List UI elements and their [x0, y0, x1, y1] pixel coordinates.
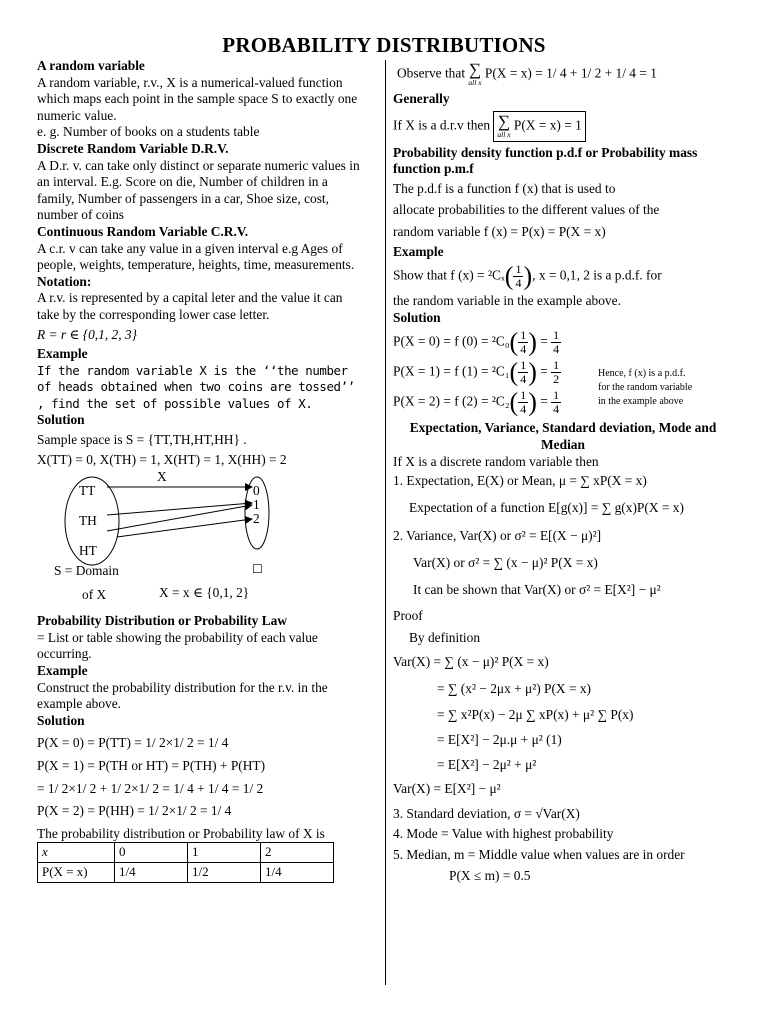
generally-heading: Generally [393, 91, 450, 106]
pdf-text-2: allocate probabilities to the different values of the [393, 202, 660, 218]
table-cell: 1/4 [115, 862, 188, 882]
domain-caption: S = Domain [54, 563, 119, 579]
table-cell: x [38, 843, 115, 863]
example-text: If the random variable X is the ‘‘the number of heads obtained when two coins are tossed’’ , find the set of possible values of X. [37, 362, 355, 411]
column-divider [385, 60, 386, 985]
notation-text: A r.v. is represented by a capital leter and the value it can take by the corresponding lower case letter. [37, 290, 343, 322]
table-row [38, 862, 334, 882]
pdf-solution-heading: Solution [393, 309, 441, 325]
small-box-glyph: ☐ [252, 562, 263, 577]
evsd-intro: If X is a discrete random variable then [393, 453, 599, 469]
table-cell: P(X = x) [38, 862, 115, 882]
sol-row-1: P(X = 1) = f (1) = ²C₁( $\frac{1}{4}$ ) = $\frac{1}{2}$ [393, 357, 560, 387]
table-cell: 1 [188, 843, 261, 863]
median-line: 5. Median, m = Middle value when values are in order [393, 847, 685, 863]
crv-heading: Continuous Random Variable C.R.V. [37, 223, 249, 239]
pd-text: = List or table showing the probability of each value occurring. [37, 629, 318, 662]
rv-example: e. g. Number of books on a students table [37, 124, 260, 140]
proof-line-5: = E[X²] − 2μ² + μ² [437, 756, 537, 772]
generally-equation: P(X = x) = 1 [513, 117, 582, 133]
range-item-0: 0 [253, 483, 260, 499]
domain-item-ht: HT [79, 543, 97, 559]
generally-prefix: If X is a d.r.v then [393, 117, 491, 133]
pdf-text-3: random variable f (x) = P(x) = P(X = x) [393, 223, 606, 239]
sample-space: Sample space is S = {TT,TH,HT,HH} . [37, 432, 247, 448]
sigma-symbol: ∑ all x [468, 60, 482, 87]
drv-heading: Discrete Random Variable D.R.V. [37, 140, 229, 156]
solution2-heading: Solution [37, 712, 85, 728]
table-cell: 1/2 [188, 862, 261, 882]
table-row [38, 843, 334, 863]
notation-equation: R = r ∈ {0,1, 2, 3} [37, 326, 137, 342]
example2-text: Construct the probability distribution for the r.v. in the example above. [37, 679, 328, 712]
rv-heading: A random variable [37, 58, 145, 73]
solution-heading: Solution [37, 412, 85, 428]
evsd-heading: Expectation, Variance, Standard deviation, Mode and Median [409, 420, 717, 452]
median-equation: P(X ≤ m) = 0.5 [449, 867, 531, 883]
sum-subscript: all x [497, 129, 511, 139]
drv-text: A D.r. v. can take only distinct or separate numeric values in an interval. E.g. Score on die, Number of children in a family, Number of passengers in a car, Shoe size, cost, number of coins [37, 157, 360, 223]
range-item-1: 1 [253, 497, 260, 513]
sol-row-0: P(X = 0) = f (0) = ²C₀( $\frac{1}{4}$ ) = $\frac{1}{4}$ [393, 327, 560, 357]
arrow-hh-2 [117, 519, 252, 537]
example-heading: Example [37, 346, 88, 362]
mapping-diagram [37, 471, 367, 601]
by-definition: By definition [409, 629, 481, 645]
range-item-2: 2 [253, 511, 260, 527]
show-line: Show that f (x) = ²Cₓ( $\frac{1}{4}$ ), x = 0,1, 2 is a p.d.f. for [393, 261, 662, 291]
variance-equation: Var(X) or σ² = ∑ (x − μ)² P(X = x) [413, 554, 598, 570]
pdf-text-1: The p.d.f is a function f (x) that is used to [393, 180, 616, 196]
mapping-values: X(TT) = 0, X(TH) = 1, X(HT) = 1, X(HH) = 2 [37, 451, 287, 467]
table-cell: 1/4 [261, 862, 334, 882]
table-intro: The probability distribution or Probability law of X is [37, 825, 325, 841]
domain-item-th: TH [79, 513, 97, 529]
probability-table [37, 842, 334, 882]
generally-line [393, 111, 733, 142]
range-caption: X = x ∈ {0,1, 2} [159, 585, 250, 601]
std-dev-line: 3. Standard deviation, σ = √Var(X) [393, 805, 580, 821]
pdf-heading: Probability density function p.d.f or Probability mass function p.m.f [393, 144, 698, 177]
observe-line [397, 61, 733, 88]
observe-prefix: Observe that [397, 65, 466, 81]
mapping-label-x: X [157, 469, 167, 485]
pdf-example-heading: Example [393, 243, 444, 259]
sum-subscript: all x [468, 78, 482, 87]
table-cell: 0 [115, 843, 188, 863]
quarter-fraction: $\frac{1}{4}$ [515, 262, 522, 291]
page-title: PROBABILITY DISTRIBUTIONS [222, 33, 546, 57]
variance-line: 2. Variance, Var(X) or σ² = E[(X − μ)²] [393, 528, 602, 544]
proof-line-3: = ∑ x²P(x) − 2μ ∑ xP(x) + μ² ∑ P(x) [437, 707, 634, 723]
proof-heading: Proof [393, 608, 423, 624]
show-suffix: , x = 0,1, 2 is a p.d.f. for [532, 267, 662, 283]
pd-heading: Probability Distribution or Probability Law [37, 613, 287, 629]
hence-note: Hence, f (x) is a p.d.f. for the random variable in the example above [598, 368, 693, 408]
table-cell: 2 [261, 843, 334, 863]
calc-line-2: P(X = 1) = P(TH or HT) = P(TH) + P(HT) [37, 758, 266, 773]
proof-line-6: Var(X) = E[X²] − μ² [393, 781, 501, 797]
proof-line-1: Var(X) = ∑ (x − μ)² P(X = x) [393, 654, 549, 670]
show-prefix: Show that f (x) = ²Cₓ [393, 267, 505, 283]
proof-line-2: = ∑ (x² − 2μx + μ²) P(X = x) [437, 680, 592, 696]
calc-line-4: P(X = 2) = P(HH) = 1/ 2×1/ 2 = 1/ 4 [37, 803, 232, 819]
domain-item-tt: TT [79, 483, 96, 499]
show-line-2: the random variable in the example above. [393, 293, 621, 309]
expectation-function-line: Expectation of a function E[g(x)] = ∑ g(x)P(X = x) [409, 499, 684, 515]
shown-line: It can be shown that Var(X) or σ² = E[X²] − μ² [413, 581, 661, 597]
crv-text: A c.r. v can take any value in a given interval e.g Ages of people, weights, temperature, heights, time, measurements. [37, 240, 355, 273]
calc-line-3: = 1/ 2×1/ 2 + 1/ 2×1/ 2 = 1/ 4 + 1/ 4 = 1/ 2 [37, 780, 264, 796]
observe-equation: P(X = x) = 1/ 4 + 1/ 2 + 1/ 4 = 1 [484, 65, 657, 81]
proof-line-4: = E[X²] − 2μ.μ + μ² (1) [437, 732, 562, 748]
example2-heading: Example [37, 663, 88, 679]
sol-row-2: P(X = 2) = f (2) = ²C₂( $\frac{1}{4}$ ) = $\frac{1}{4}$ [393, 387, 560, 417]
of-x-caption: of X [82, 587, 107, 603]
left-column [37, 58, 367, 883]
rv-text: A random variable, r.v., X is a numerical-valued function which maps each point in the sample space S to exactly one numeric value. [37, 74, 358, 123]
calc-line-1: P(X = 0) = P(TT) = 1/ 2×1/ 2 = 1/ 4 [37, 735, 229, 751]
right-column [393, 58, 733, 887]
pdf-solution-block [393, 329, 733, 416]
sigma-symbol: ∑ all x [497, 111, 511, 139]
generally-boxed-equation [493, 111, 585, 142]
notation-heading: Notation: [37, 273, 92, 289]
expectation-line: 1. Expectation, E(X) or Mean, μ = ∑ xP(X = x) [393, 473, 647, 489]
mode-line: 4. Mode = Value with highest probability [393, 826, 614, 842]
